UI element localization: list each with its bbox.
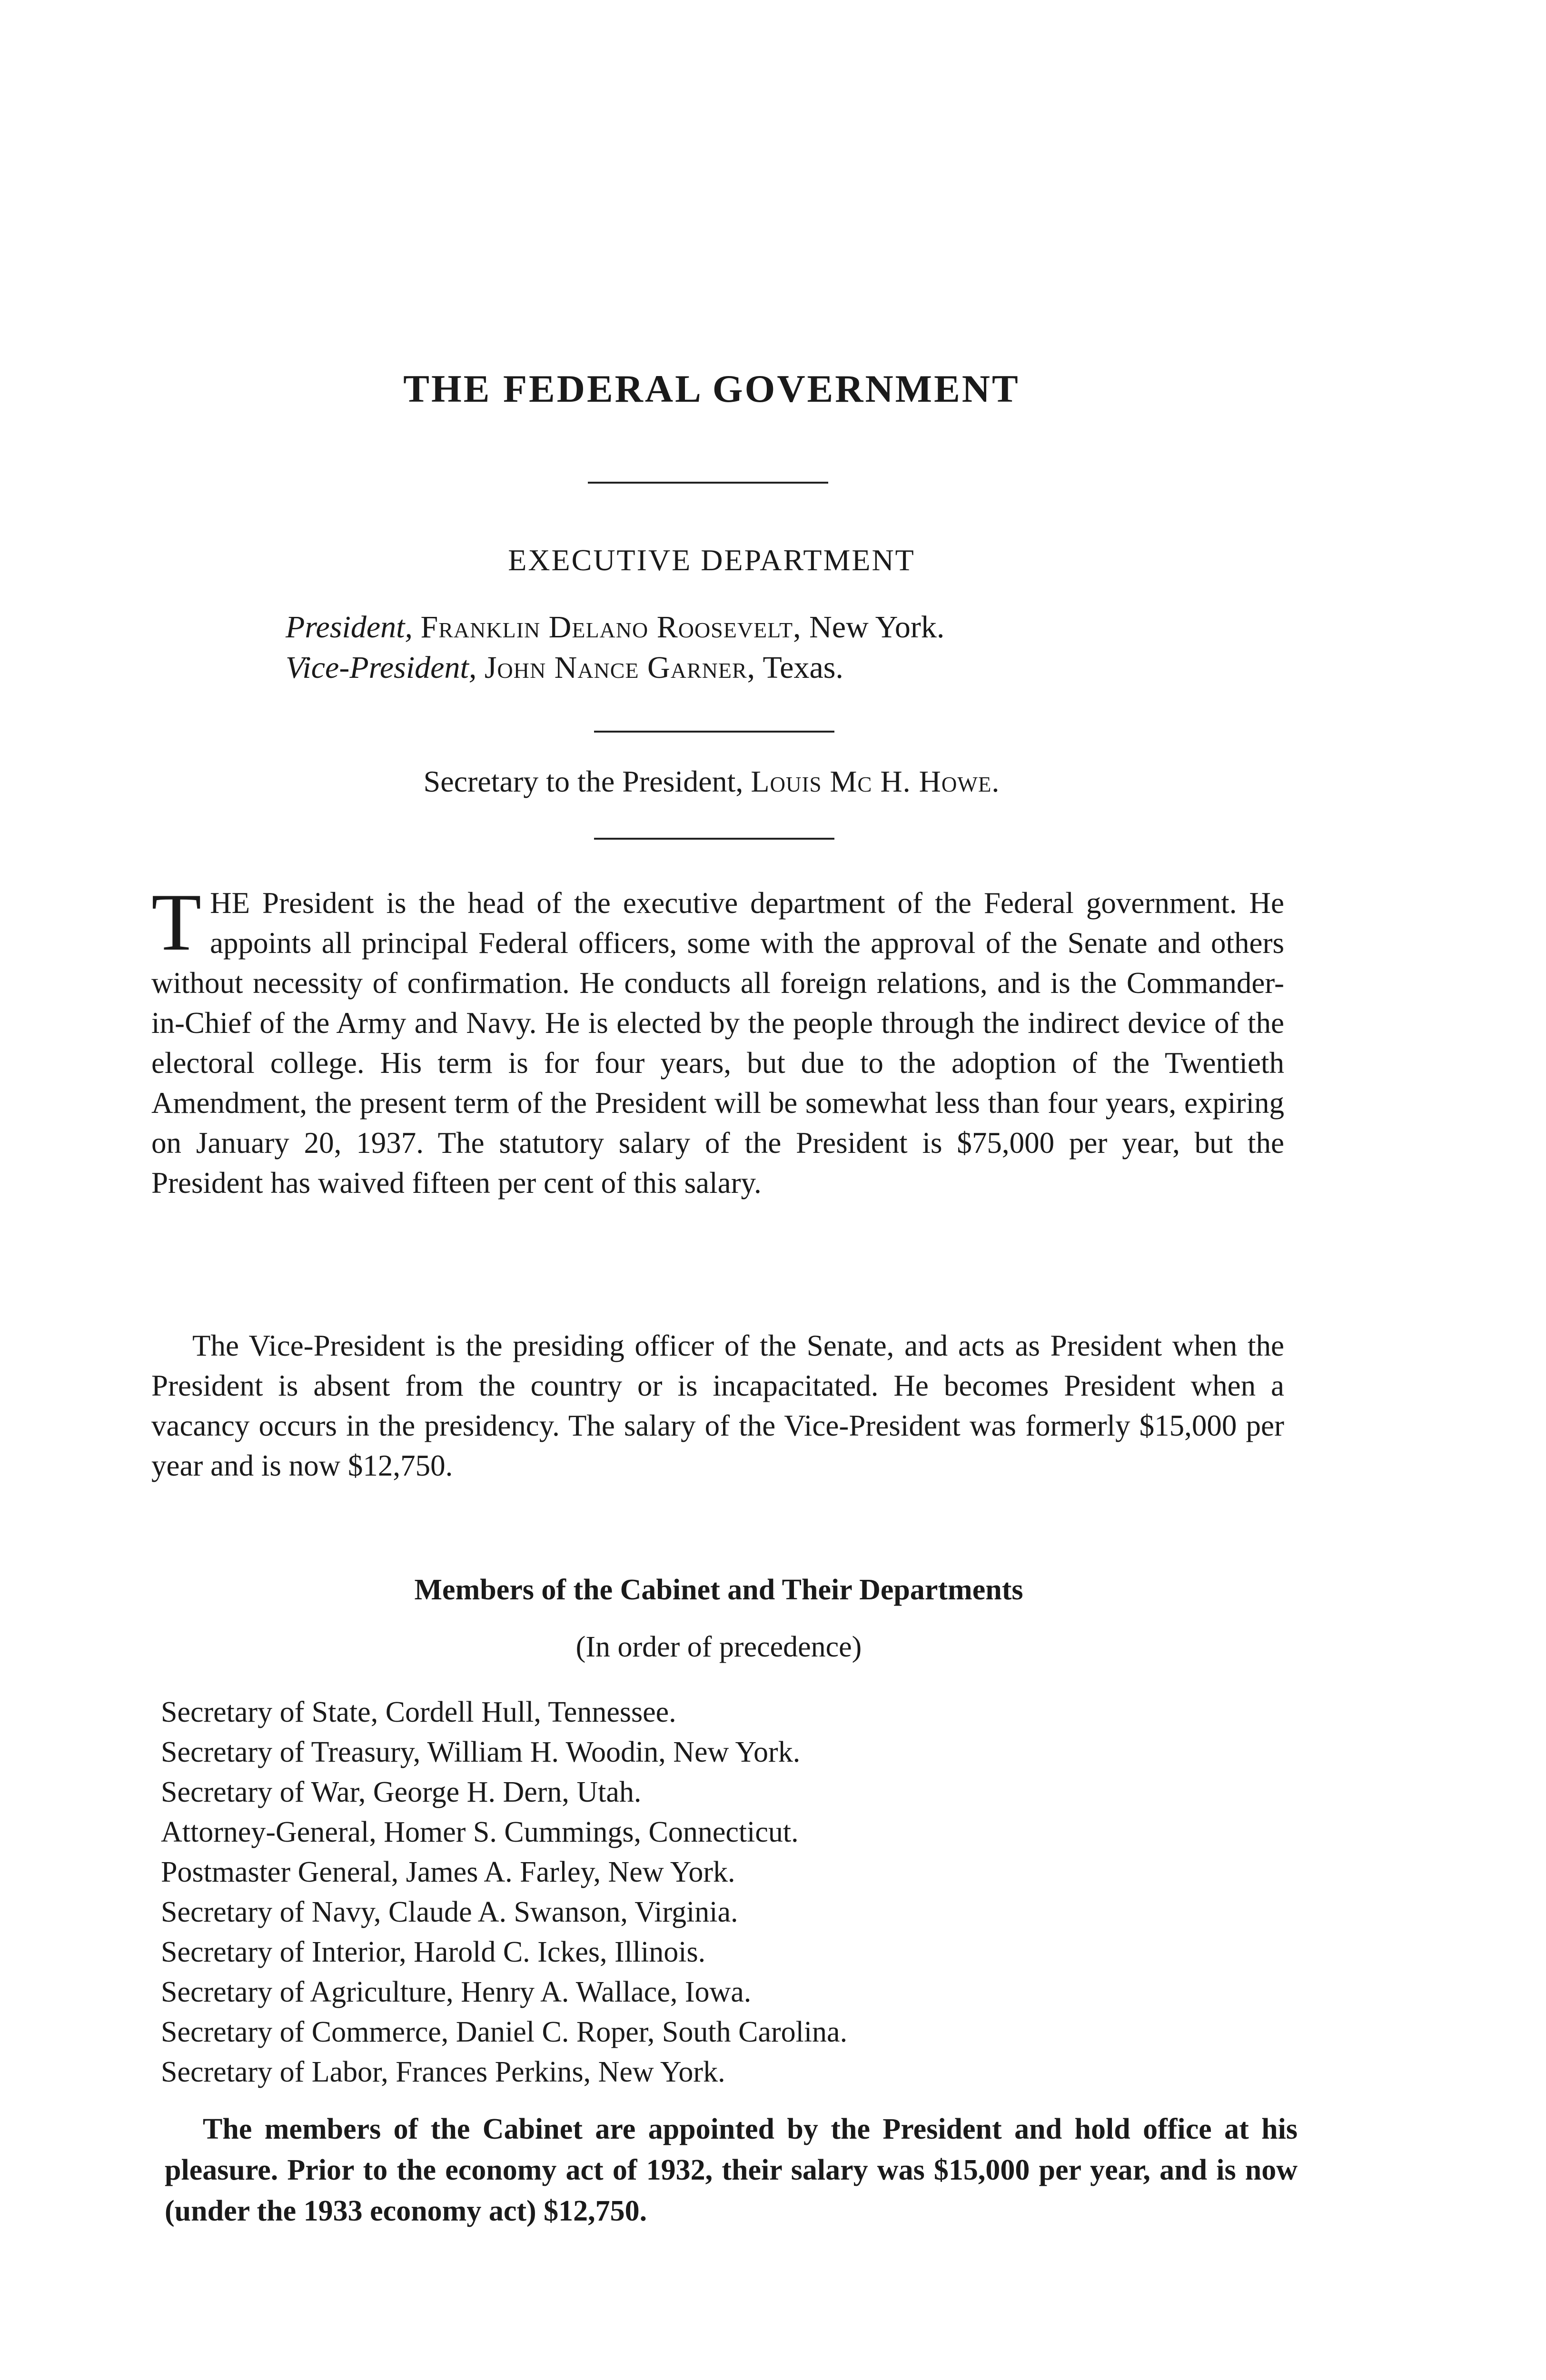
secretary-name: Louis Mc H. Howe. bbox=[751, 764, 1000, 798]
cabinet-heading: Members of the Cabinet and Their Departments bbox=[414, 1574, 1023, 1606]
cabinet-member: Secretary of Interior, Harold C. Ickes, Illinois. bbox=[161, 1936, 706, 1968]
drop-cap: T bbox=[151, 877, 202, 968]
cabinet-closing-paragraph: The members of the Cabinet are appointed by the President and hold office at his pleasure. Prior to the economy act of 1932, their salary was $15,000 per year, and is now (under the 1933 economy act) $12,750. bbox=[165, 2113, 1298, 2227]
vice-president-name: John Nance Garner, bbox=[484, 650, 756, 685]
officers-divider bbox=[594, 731, 834, 733]
title-divider bbox=[588, 482, 828, 484]
president-name: Franklin Delano Roosevelt, bbox=[420, 610, 802, 645]
president-role: President, bbox=[286, 610, 413, 645]
president-paragraph bbox=[151, 877, 1284, 1203]
section-heading: EXECUTIVE DEPARTMENT bbox=[508, 543, 915, 577]
cabinet-member: Secretary of State, Cordell Hull, Tennessee. bbox=[161, 1696, 676, 1728]
cabinet-precedence-note: (In order of precedence) bbox=[575, 1631, 862, 1663]
cabinet-member: Secretary of Labor, Frances Perkins, New York. bbox=[161, 2056, 725, 2088]
president-paragraph-text: HE President is the head of the executive department of the Federal government. He appoints all principal Federal officers, some with the approval of the Senate and others without necessity of confirmation. He conducts all foreign relations, and is the Commander-in-Chief of the Army and Navy. He is elected by the people through the indirect device of the electoral college. His term is for four years, but due to the adoption of the Twentieth Amendment, the present term of the President will be somewhat less than four years, expiring on January 20, 1937. The statutory salary of the President is $75,000 per year, but the President has waived fifteen per cent of this salary. bbox=[151, 886, 1284, 1200]
page-title: THE FEDERAL GOVERNMENT bbox=[403, 367, 1020, 410]
vice-president-role: Vice-President, bbox=[286, 650, 477, 685]
cabinet-member: Secretary of Navy, Claude A. Swanson, Virginia. bbox=[161, 1896, 738, 1928]
president-line bbox=[286, 609, 944, 645]
president-state: New York. bbox=[809, 610, 945, 645]
cabinet-list bbox=[161, 1692, 847, 2092]
cabinet-member: Secretary of Commerce, Daniel C. Roper, South Carolina. bbox=[161, 2016, 848, 2048]
secretary-divider bbox=[594, 838, 834, 840]
vice-president-line bbox=[286, 650, 843, 686]
cabinet-member: Attorney-General, Homer S. Cummings, Connecticut. bbox=[161, 1816, 799, 1848]
cabinet-member: Postmaster General, James A. Farley, New York. bbox=[161, 1856, 735, 1888]
cabinet-member: Secretary of Treasury, William H. Woodin, New York. bbox=[161, 1736, 801, 1768]
vice-president-paragraph: The Vice-President is the presiding officer of the Senate, and acts as President when the President is absent from the country or is incapacitated. He becomes President when a vacancy occurs in the presidency. The salary of the Vice-President was formerly $15,000 per year and is now $12,750. bbox=[151, 1329, 1284, 1482]
secretary-prefix: Secretary to the President, bbox=[423, 764, 743, 798]
secretary-to-president-line bbox=[0, 764, 1423, 799]
cabinet-member: Secretary of Agriculture, Henry A. Wallace, Iowa. bbox=[161, 1976, 752, 2008]
cabinet-member: Secretary of War, George H. Dern, Utah. bbox=[161, 1776, 642, 1808]
vice-president-state: Texas. bbox=[763, 650, 843, 685]
